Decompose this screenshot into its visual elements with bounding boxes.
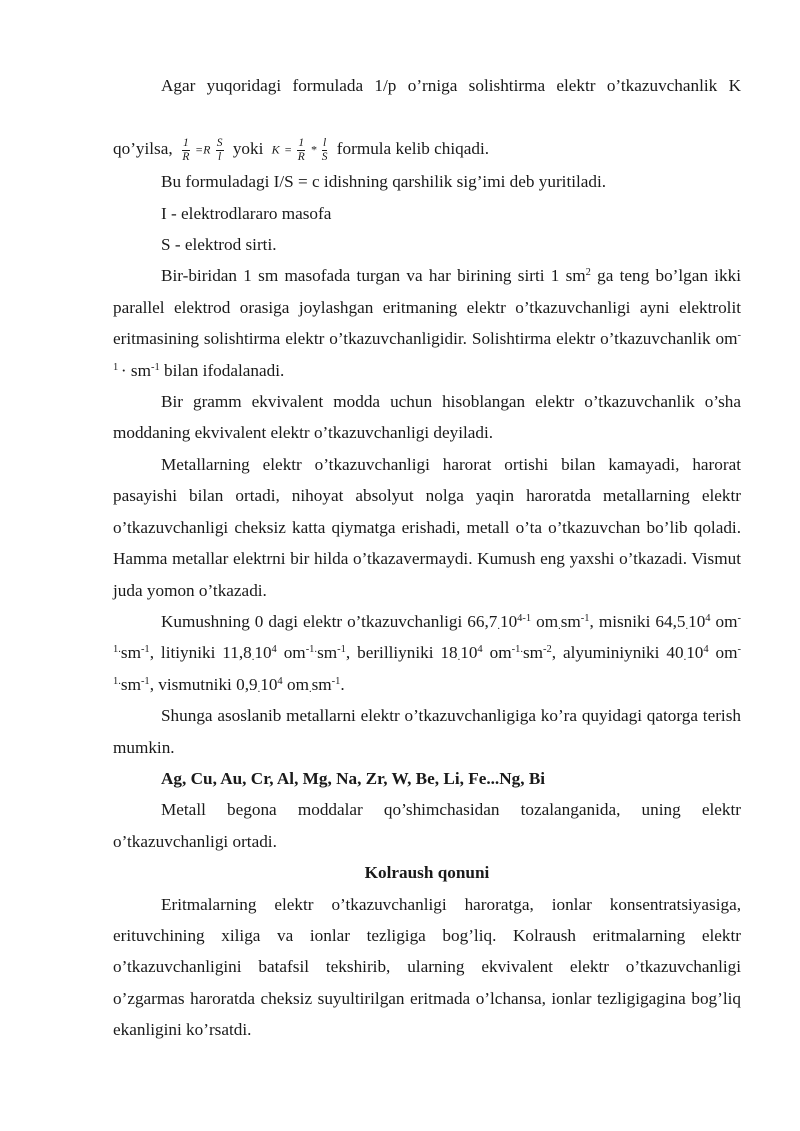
paragraph-kohlrausch: Eritmalarning elektr o’tkazuvchanligi haroratga, ionlar konsentratsiyasiga, erituvchining xiliga va ionlar tezligiga bog’liq. Kolraush eritmalarning elektr o’tkazuvchanligini batafsil tekshirib, ularning ekvivalent elektr o’tkazuvchanligi o’zgarmas haroratda cheksiz suyultirilgan eritmada o’lchansa, ionlar tezligigagina bog’liq ekanligini ko’rsatdi.: [113, 894, 741, 1040]
paragraph-impurities: Metall begona moddalar qo’shimchasidan tozalanganida, uning elektr o’tkazuvchanligi ortadi.: [113, 800, 741, 851]
paragraph-formula-line: qo’yilsa, $\frac{1}{R}$ =R $\frac{S}{l}$ yoki K = $\frac{1}{R}$ * $\frac{l}{S}$ formula kelib chiqadi.: [113, 133, 741, 166]
document-page: [113, 70, 741, 1046]
paragraph-distance-def: I - elektrodlararo masofa: [161, 203, 332, 223]
paragraph-specific-conductance: Bir-biridan 1 sm masofada turgan va har birining sirti 1 $sm^2$ ga teng bo’lgan ikki parallel elektrod orasiga joylashgan eritmaning elektr o’tkazuvchanligi ayni elektrolit eritmasining solishtirma elektr o’tkazuvchanligidir. Solishtirma elektr o’tkazuvchanlik $om^{-1} \cdot sm^{-1}$ bilan ifodalanadi.: [113, 266, 741, 380]
paragraph-surface-def: S - elektrod sirti.: [161, 235, 277, 255]
formula-specific-conductance: K = $\frac{1}{R}$ * $\frac{l}{S}$: [271, 137, 328, 164]
paragraph-cell-constant: Bu formuladagi I/S = c idishning qarshilik sig’imi deb yuritiladi.: [161, 172, 607, 192]
formula-fraction-1-over-r-2: $\frac{1}{R}$: [297, 137, 305, 164]
paragraph-formula-intro: Agar yuqoridagi formulada 1/p o’rniga solishtirma elektr o’tkazuvchanlik K: [161, 76, 741, 95]
formula-conductance: $\frac{1}{R}$ =R $\frac{S}{l}$: [182, 137, 223, 164]
paragraph-ordering: Shunga asoslanib metallarni elektr o’tkazuvchanligiga ko’ra quyidagi qatorga terish mumkin.: [113, 706, 741, 757]
formula-fraction-1-over-r: $\frac{1}{R}$: [182, 137, 190, 164]
paragraph-equivalent-conductance: Bir gramm ekvivalent modda uchun hisoblangan elektr o’tkazuvchanlik o’sha moddaning ekvivalent elektr o’tkazuvchanligi deyiladi.: [113, 392, 741, 443]
metal-series: Ag, Cu, Au, Cr, Al, Mg, Na, Zr, W, Be, Li, Fe...Ng, Bi: [161, 768, 546, 788]
formula-fraction-s-over-l: $\frac{S}{l}$: [216, 137, 223, 164]
paragraph-metals-conductance: Metallarning elektr o’tkazuvchanligi harorat ortishi bilan kamayadi, harorat pasayishi bilan ortadi, nihoyat absolyut nolga yaqin haroratda metallarning elektr o’tkazuvchanligi cheksiz katta qiymatga erishadi, metall o’ta o’tkazuvchan bo’lib qoladi. Hamma metallar elektrni bir hilda o’tkazavermaydi. Kumush eng yaxshi o’tkazadi. Vismut juda yomon o’tkazadi.: [113, 454, 741, 600]
formula-fraction-l-over-s: $\frac{l}{S}$: [321, 137, 328, 164]
section-heading: Kolraush qonuni: [364, 863, 490, 883]
paragraph-conductance-values: Kumushning 0 dagi elektr o’tkazuvchanligi $66,7_.10^{4-1}$ $om_.sm^{-1}$, misniki $64,5_.10^4$ $om^{-1.}sm^{-1}$, litiyniki $11,8_.10^4$ $om^{-1.}sm^{-1}$, berilliyniki $18_.10^4$ $om^{-1.}sm^{-2}$, alyuminiyniki $40_.10^4$ $om^{-1.}sm^{-1}$, vismutniki $0,9_.10^4$ $om_.sm^{-1}$.: [113, 611, 742, 695]
